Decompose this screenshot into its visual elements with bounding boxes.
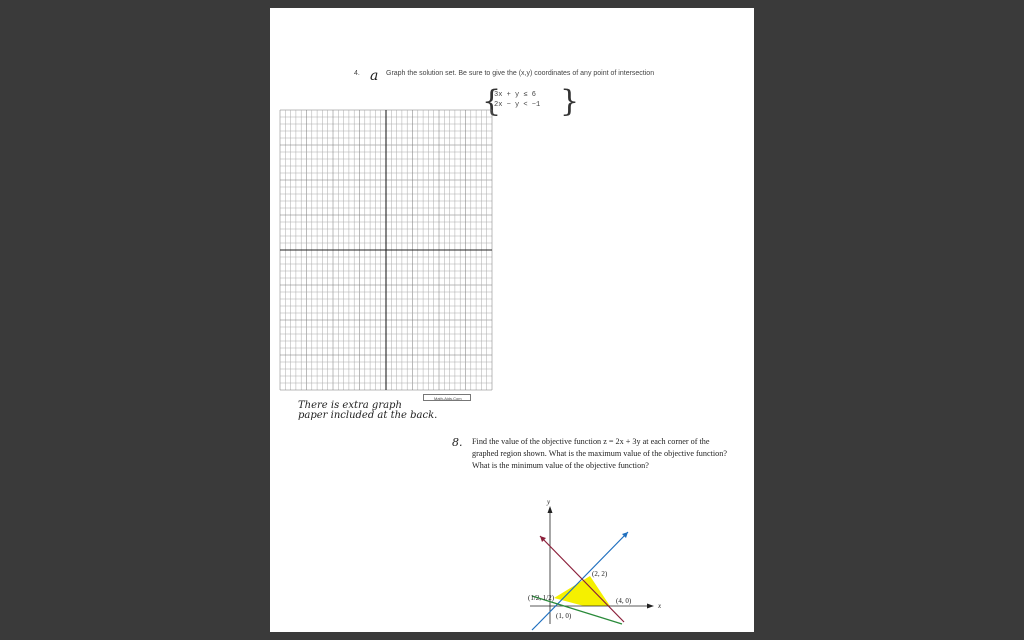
left-brace: { bbox=[482, 84, 502, 119]
point-label-4-0: (4, 0) bbox=[616, 597, 632, 605]
x-axis-label: x bbox=[658, 602, 662, 610]
part-b-label: 8. bbox=[452, 436, 463, 449]
math-aids-badge: Math-Aids.Com bbox=[423, 394, 471, 401]
blue-line-tail bbox=[532, 624, 538, 630]
point-label-half-half: (1/2, 1/2) bbox=[528, 594, 555, 602]
coordinate-grid bbox=[278, 108, 500, 398]
question-b-text: Find the value of the objective function z = 2x + 3y at each corner of the graphed region shown. What is the maximum value of the objective function? What is the minimum value of the objective function? bbox=[472, 437, 727, 470]
worksheet-page bbox=[270, 8, 754, 632]
part-a-label: a bbox=[370, 68, 379, 84]
y-axis-label: y bbox=[547, 498, 551, 506]
x-axis-arrow bbox=[647, 604, 654, 609]
blue-boundary-line bbox=[538, 532, 628, 624]
right-brace: } bbox=[560, 84, 580, 119]
feasible-region bbox=[554, 576, 610, 606]
point-label-1-0: (1, 0) bbox=[556, 612, 572, 620]
inequality-1: 3x + y ≤ 6 bbox=[494, 91, 537, 99]
question-number: 4. bbox=[354, 70, 360, 77]
y-axis-arrow bbox=[548, 506, 553, 513]
inequality-2: 2x − y < −1 bbox=[494, 101, 541, 109]
feasible-region-graph bbox=[510, 496, 680, 632]
question-prompt: Graph the solution set. Be sure to give the (x,y) coordinates of any point of intersection bbox=[386, 70, 655, 77]
point-label-2-2: (2, 2) bbox=[592, 570, 608, 578]
handwritten-note-line2: paper included at the back. bbox=[298, 410, 438, 421]
handwritten-note-line1: There is extra graph bbox=[298, 400, 402, 411]
